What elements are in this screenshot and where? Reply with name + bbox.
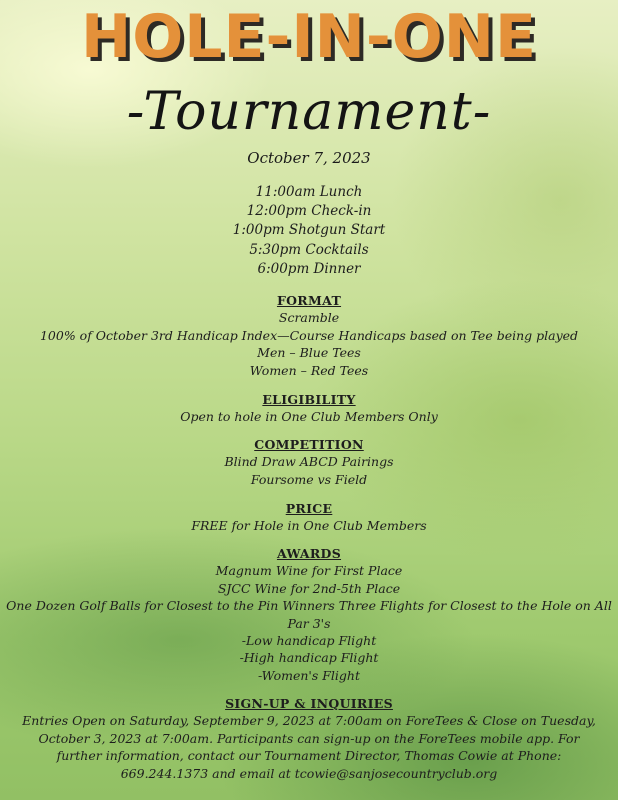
price-line: FREE for Hole in One Club Members: [191, 518, 427, 534]
format-section: [0, 292, 618, 379]
competition-line: Blind Draw ABCD Pairings: [224, 454, 394, 470]
format-line: 100% of October 3rd Handicap Index—Course Handicaps based on Tee being played: [39, 327, 579, 343]
poster-subtitle: -Tournament-: [126, 82, 492, 142]
eligibility-line: Open to hole in One Club Members Only: [180, 409, 438, 425]
price-section: [0, 500, 618, 535]
schedule-item: 11:00am Lunch: [255, 184, 363, 200]
poster-title: HOLE-IN-ONE: [81, 2, 537, 72]
signup-section: [0, 695, 618, 782]
schedule-item: 1:00pm Shotgun Start: [232, 222, 386, 239]
awards-line: Magnum Wine for First Place: [215, 563, 403, 579]
signup-heading: SIGN-UP & INQUIRIES: [225, 696, 393, 711]
competition-section: [0, 436, 618, 488]
eligibility-heading: ELIGIBILITY: [262, 392, 356, 407]
schedule-item: 6:00pm Dinner: [257, 260, 361, 277]
signup-body: Entries Open on Saturday, September 9, 2023 at 7:00am on ForeTees & Close on Tuesday, October 3, 2023 at 7:00am. Participants can sign-up on the ForeTees mobile app. For further information, contact our Tournament Director, Thomas Cowie at Phone: 669.244.1373 and email at tcowie@sanjosecountryclub.org: [22, 713, 596, 781]
format-line: Scramble: [278, 310, 340, 326]
schedule-item: 12:00pm Check-in: [246, 203, 372, 220]
event-date: October 7, 2023: [247, 149, 371, 167]
format-heading: FORMAT: [276, 293, 342, 308]
schedule-item: 5:30pm Cocktails: [249, 241, 369, 258]
eligibility-section: [0, 391, 618, 426]
competition-heading: COMPETITION: [254, 437, 364, 452]
awards-line: One Dozen Golf Balls for Closest to the Pin Winners Three Flights for Closest to the Hole on All Par 3's: [6, 598, 612, 631]
awards-line: -Women's Flight: [258, 667, 360, 683]
awards-section: [0, 545, 618, 684]
format-line: Men – Blue Tees: [257, 345, 361, 361]
awards-line: -High handicap Flight: [239, 650, 379, 666]
price-heading: PRICE: [285, 501, 333, 516]
schedule-list: [0, 183, 618, 279]
awards-line: SJCC Wine for 2nd-5th Place: [217, 580, 401, 596]
competition-line: Foursome vs Field: [250, 471, 368, 487]
awards-heading: AWARDS: [276, 546, 342, 561]
awards-line: -Low handicap Flight: [241, 633, 377, 649]
format-line: Women – Red Tees: [249, 362, 369, 378]
